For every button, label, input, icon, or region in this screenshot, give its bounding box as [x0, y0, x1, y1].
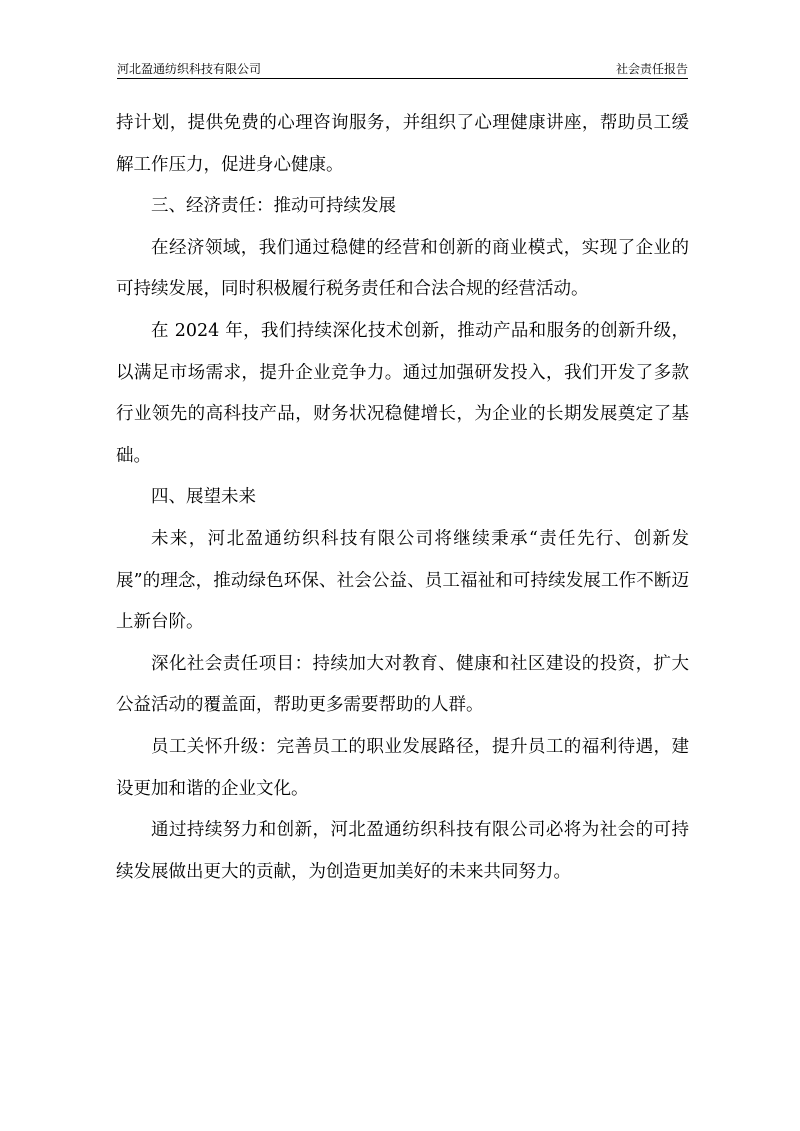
paragraph: 通过持续努力和创新，河北盈通纺织科技有限公司必将为社会的可持续发展做出更大的贡献，为创造更加美好的未来共同努力。	[116, 820, 689, 882]
page-header	[117, 58, 688, 79]
document-body	[116, 103, 689, 893]
paragraph: 在 2024 年，我们持续深化技术创新，推动产品和服务的创新升级，以满足市场需求，提升企业竞争力。通过加强研发投入，我们开发了多款行业领先的高科技产品，财务状况稳健增长，为企业的长期发展奠定了基础。	[116, 320, 689, 466]
header-company-name: 河北盈通纺织科技有限公司	[117, 62, 262, 76]
paragraph: 未来，河北盈通纺织科技有限公司将继续秉承“责任先行、创新发展”的理念，推动绿色环保、社会公益、员工福祉和可持续发展工作不断迈上新台阶。	[116, 528, 689, 633]
header-report-title: 社会责任报告	[615, 62, 688, 76]
section-heading-economic: 三、经济责任：推动可持续发展	[151, 196, 396, 217]
paragraph: 员工关怀升级：完善员工的职业发展路径，提升员工的福利待遇，建设更加和谐的企业文化。	[116, 736, 689, 799]
paragraph-continuation: 持计划，提供免费的心理咨询服务，并组织了心理健康讲座，帮助员工缓解工作压力，促进身心健康。	[116, 113, 689, 175]
section-heading-outlook: 四、展望未来	[151, 487, 256, 508]
paragraph: 在经济领域，我们通过稳健的经营和创新的商业模式，实现了企业的可持续发展，同时积极履行税务责任和合法合规的经营活动。	[116, 237, 689, 300]
paragraph: 深化社会责任项目：持续加大对教育、健康和社区建设的投资，扩大公益活动的覆盖面，帮助更多需要帮助的人群。	[116, 653, 689, 716]
